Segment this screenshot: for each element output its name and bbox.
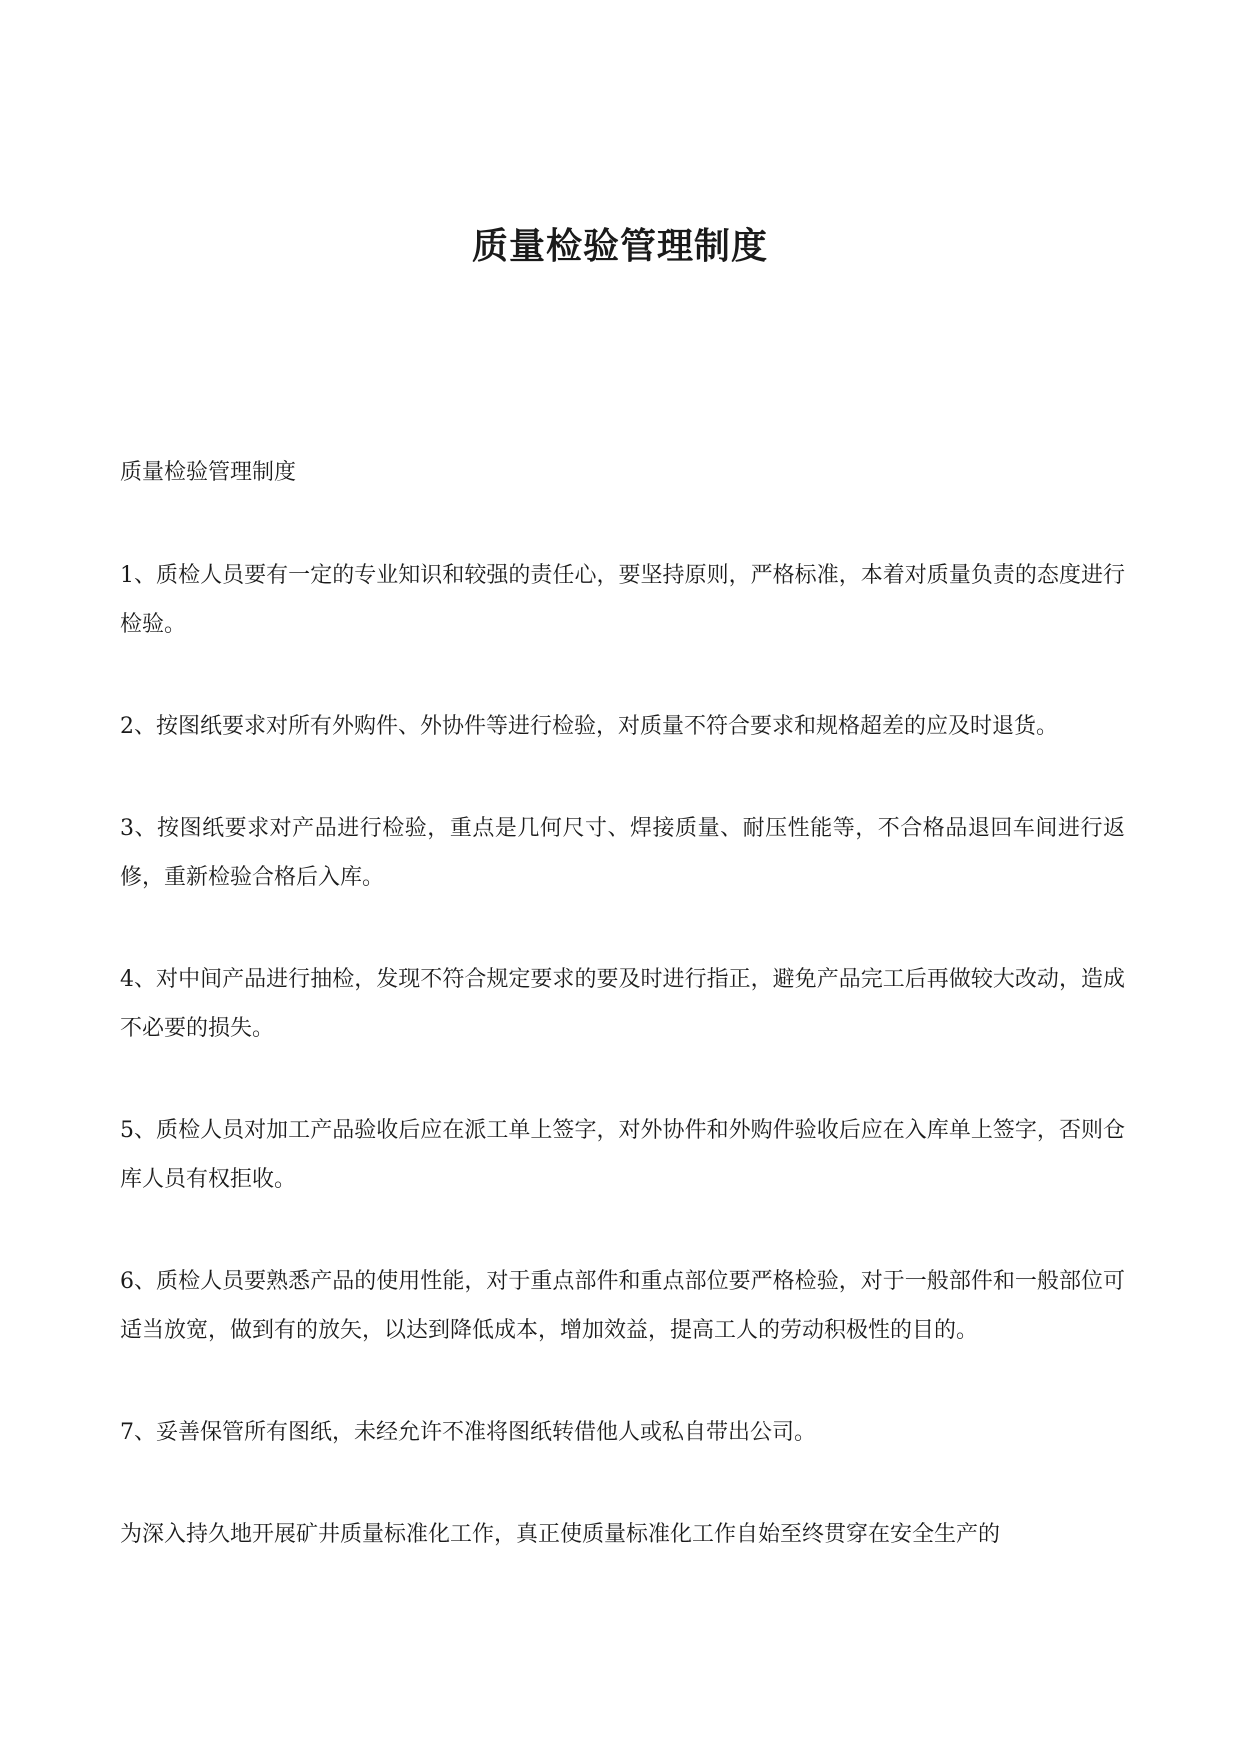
section-subtitle: 质量检验管理制度 <box>120 460 297 485</box>
rule-item-5: 5、质检人员对加工产品验收后应在派工单上签字，对外协件和外购件验收后应在入库单上签字，否则仓库人员有权拒收。 <box>120 1118 1125 1192</box>
document-body <box>120 448 1125 1612</box>
rule-item-7: 7、妥善保管所有图纸，未经允许不准将图纸转借他人或私自带出公司。 <box>120 1420 816 1445</box>
closing-paragraph: 为深入持久地开展矿井质量标准化工作，真正使质量标准化工作自始至终贯穿在安全生产的 <box>120 1522 1001 1547</box>
rule-item-6: 6、质检人员要熟悉产品的使用性能，对于重点部件和重点部位要严格检验，对于一般部件和一般部位可适当放宽，做到有的放矢，以达到降低成本，增加效益，提高工人的劳动积极性的目的。 <box>120 1269 1125 1343</box>
rule-item-1: 1、质检人员要有一定的专业知识和较强的责任心，要坚持原则，严格标准，本着对质量负责的态度进行检验。 <box>120 563 1125 637</box>
rule-item-2: 2、按图纸要求对所有外购件、外协件等进行检验，对质量不符合要求和规格超差的应及时退货。 <box>120 714 1059 739</box>
rule-item-4: 4、对中间产品进行抽检，发现不符合规定要求的要及时进行指正，避免产品完工后再做较大改动，造成不必要的损失。 <box>120 967 1125 1041</box>
document-title: 质量检验管理制度 <box>471 225 768 267</box>
rule-item-3: 3、按图纸要求对产品进行检验，重点是几何尺寸、焊接质量、耐压性能等，不合格品退回车间进行返修，重新检验合格后入库。 <box>120 816 1125 890</box>
